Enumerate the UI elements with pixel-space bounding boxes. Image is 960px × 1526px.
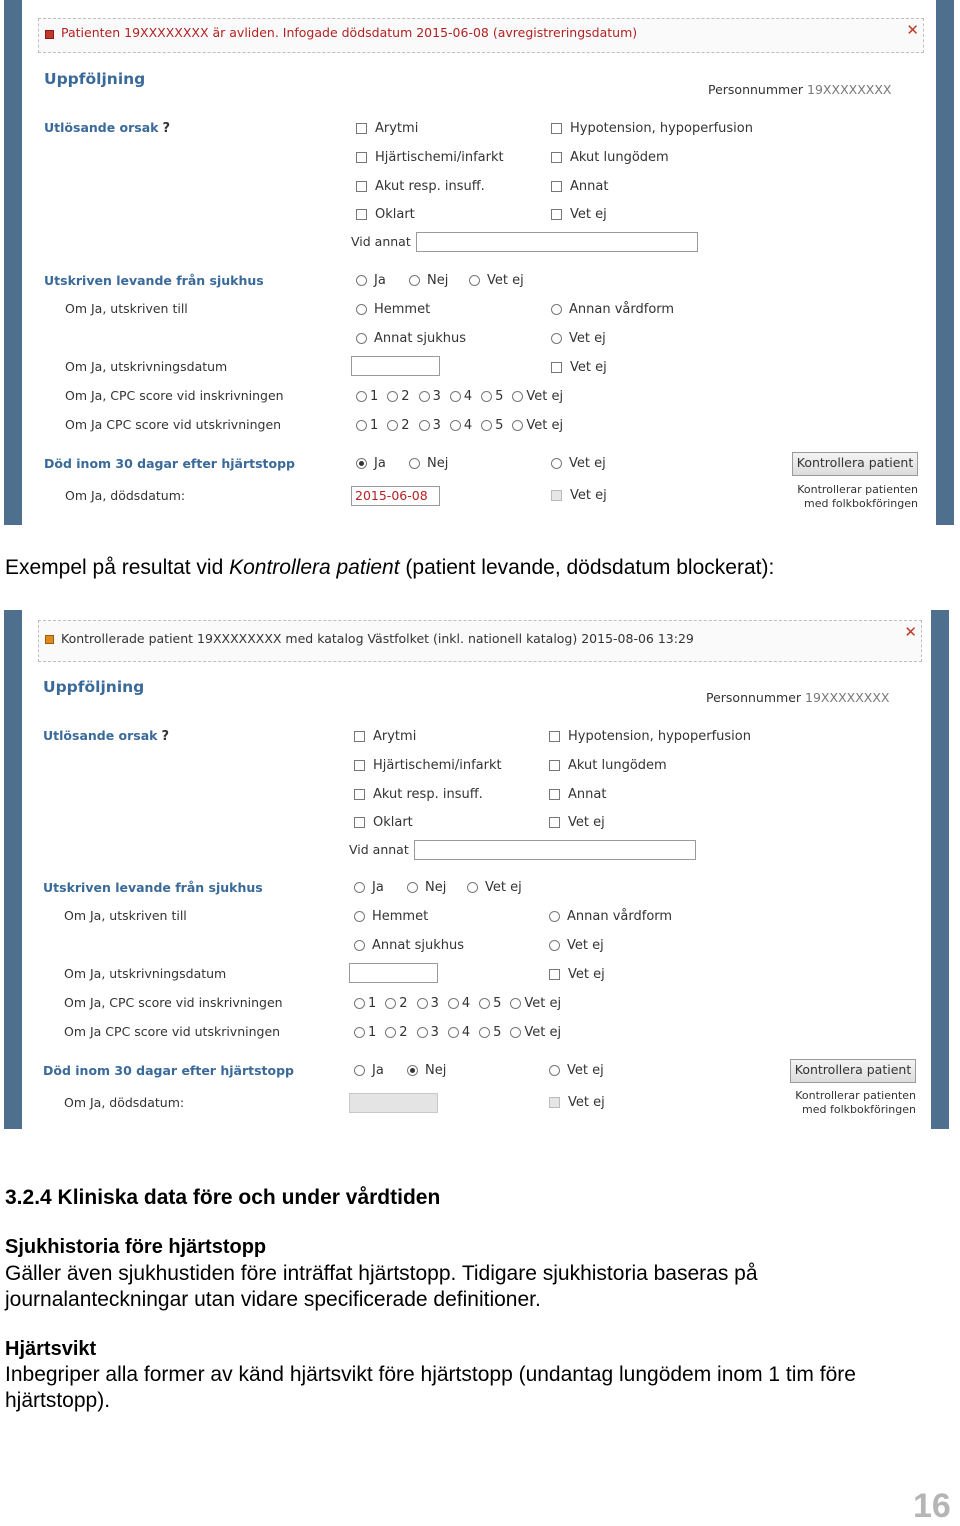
cpc-option[interactable] (510, 1025, 561, 1040)
radio-button[interactable] (409, 275, 420, 286)
checkbox-label: Vet ej (568, 967, 605, 982)
checkbox-label: Arytmi (375, 121, 419, 136)
checkbox-akut-resp[interactable] (356, 179, 485, 194)
radio-button[interactable] (479, 998, 490, 1009)
radio-hemmet[interactable] (356, 302, 430, 317)
radio-button[interactable] (549, 911, 560, 922)
checkbox-akut-lungodem[interactable] (551, 150, 669, 165)
radio-label: 1 (370, 418, 379, 433)
radio-button[interactable] (551, 304, 562, 315)
radio-button[interactable] (354, 940, 365, 951)
button-hint (780, 1089, 916, 1117)
help-icon[interactable]: ? (161, 729, 170, 744)
cpc-inskrivning-label: Om Ja, CPC score vid inskrivningen (65, 388, 284, 403)
cpc-option[interactable] (385, 996, 407, 1011)
button-hint (782, 483, 918, 511)
cpc-option[interactable] (417, 1025, 439, 1040)
checkbox-label: Akut lungödem (570, 150, 669, 165)
radio-button[interactable] (512, 391, 523, 402)
cpc-inskrivning-options (354, 996, 570, 1011)
dodsdatum-label: Om Ja, dödsdatum: (65, 488, 186, 503)
radio-label: Ja (374, 273, 386, 288)
caption-pre: Exempel på resultat vid (5, 556, 230, 579)
checkbox-label: Vet ej (570, 488, 607, 503)
cpc-utskrivning-label: Om Ja CPC score vid utskrivningen (64, 1024, 281, 1039)
checkbox-box[interactable] (549, 817, 560, 828)
cpc-utskrivning-options (356, 418, 572, 433)
checkbox-arytmi[interactable] (354, 729, 416, 744)
checkbox-akut-lungodem[interactable] (549, 758, 667, 773)
radio-button[interactable] (450, 391, 461, 402)
cpc-option[interactable] (448, 996, 470, 1011)
radio-button[interactable] (551, 458, 562, 469)
checkbox-dodsdatum-vet-ej[interactable] (549, 1095, 605, 1110)
radio-label: 5 (493, 996, 502, 1011)
radio-label: Vet ej (569, 331, 606, 346)
status-banner (38, 18, 924, 53)
radio-button[interactable] (354, 1027, 365, 1038)
checkbox-dodsdatum-vet-ej[interactable] (551, 488, 607, 503)
radio-button[interactable] (510, 998, 521, 1009)
radio-button-selected[interactable] (407, 1065, 418, 1076)
radio-button[interactable] (549, 1065, 560, 1076)
checkbox-annat[interactable] (549, 787, 606, 802)
radio-button[interactable] (354, 882, 365, 893)
radio-button[interactable] (356, 420, 367, 431)
radio-label: 4 (461, 1025, 471, 1040)
checkbox-box[interactable] (354, 817, 365, 828)
cpc-option[interactable] (419, 389, 441, 404)
button-hint-line-2: med folkbokföringen (804, 497, 918, 510)
utskrivningsdatum-input[interactable] (349, 963, 438, 983)
radio-utskriven-nej[interactable] (407, 880, 446, 895)
checkbox-vet-ej[interactable] (551, 207, 607, 222)
cpc-option[interactable] (450, 389, 472, 404)
radio-dod-vet-ej[interactable] (551, 456, 606, 471)
radio-dod-vet-ej[interactable] (549, 1063, 604, 1078)
checkbox-label: Oklart (375, 207, 415, 222)
radio-utskriven-vet-ej[interactable] (469, 273, 524, 288)
checkbox-label: Akut resp. insuff. (373, 787, 483, 802)
checkbox-box[interactable] (354, 760, 365, 771)
radio-utskriven-ja[interactable] (356, 273, 386, 288)
utlosande-orsak-text: Utlösande orsak (43, 728, 158, 743)
paragraph-line: Gäller även sjukhustiden före inträffat hjärtstopp. Tidigare sjukhistoria baseras på (5, 1262, 758, 1285)
radio-label: Nej (427, 456, 449, 471)
checkbox-label: Oklart (373, 815, 413, 830)
info-icon (45, 635, 54, 644)
radio-button[interactable] (417, 1027, 428, 1038)
radio-button[interactable] (356, 333, 367, 344)
radio-label: Ja (374, 456, 386, 471)
radio-annan-vardform[interactable] (549, 909, 672, 924)
cpc-option[interactable] (387, 418, 409, 433)
radio-button[interactable] (387, 391, 398, 402)
om-ja-utskriven-till-label: Om Ja, utskriven till (65, 301, 188, 316)
cpc-option[interactable] (354, 1025, 376, 1040)
radio-button[interactable] (450, 420, 461, 431)
radio-label: Vet ej (524, 996, 562, 1011)
checkbox-oklart[interactable] (356, 207, 415, 222)
radio-button[interactable] (510, 1027, 521, 1038)
utskrivningsdatum-label: Om Ja, utskrivningsdatum (64, 966, 227, 981)
vid-annat-input[interactable] (414, 840, 696, 860)
radio-label: Annat sjukhus (374, 331, 466, 346)
checkbox-box[interactable] (551, 123, 562, 134)
radio-label: 2 (401, 418, 410, 433)
cpc-option[interactable] (450, 418, 472, 433)
button-hint-line-1: Kontrollerar patienten (797, 483, 918, 496)
radio-dod-ja[interactable] (354, 1063, 384, 1078)
radio-label: Vet ej (526, 418, 564, 433)
checkbox-label: Annat (570, 179, 609, 194)
cpc-option[interactable] (387, 389, 409, 404)
radio-button[interactable] (385, 1027, 396, 1038)
checkbox-box[interactable] (549, 789, 560, 800)
radio-button[interactable] (409, 458, 420, 469)
cpc-option[interactable] (481, 418, 503, 433)
radio-label: 5 (495, 418, 504, 433)
vid-annat-label: Vid annat (351, 234, 411, 249)
radio-label: 1 (370, 389, 379, 404)
checkbox-label: Hjärtischemi/infarkt (373, 758, 502, 773)
status-banner (38, 620, 922, 662)
personnummer-label: Personnummer (708, 82, 804, 97)
checkbox-box[interactable] (356, 181, 367, 192)
checkbox-box[interactable] (354, 731, 365, 742)
form-panel (22, 610, 931, 1129)
radio-label: 3 (432, 389, 441, 404)
checkbox-annat[interactable] (551, 179, 608, 194)
radio-label: Nej (425, 880, 447, 895)
checkbox-box[interactable] (549, 760, 560, 771)
personnummer-value: 19XXXXXXXX (805, 690, 890, 705)
checkbox-label: Akut resp. insuff. (375, 179, 485, 194)
checkbox-label: Vet ej (568, 815, 605, 830)
radio-button[interactable] (419, 391, 430, 402)
radio-label: 3 (430, 996, 439, 1011)
radio-button[interactable] (481, 391, 492, 402)
radio-dod-ja[interactable] (356, 456, 386, 471)
radio-label: Annan vårdform (569, 302, 675, 317)
checkbox-arytmi[interactable] (356, 121, 418, 136)
checkbox-label: Akut lungödem (568, 758, 667, 773)
radio-button[interactable] (551, 333, 562, 344)
radio-button[interactable] (387, 420, 398, 431)
checkbox-label: Hypotension, hypoperfusion (570, 121, 753, 136)
radio-button[interactable] (407, 882, 418, 893)
checkbox-box[interactable] (551, 362, 562, 373)
checkbox-box-disabled[interactable] (551, 490, 562, 501)
radio-label: 4 (461, 996, 471, 1011)
radio-label: Annat sjukhus (372, 938, 464, 953)
radio-label: Vet ej (567, 1063, 604, 1078)
radio-button[interactable] (512, 420, 523, 431)
radio-button[interactable] (385, 998, 396, 1009)
checkbox-hypotension[interactable] (551, 121, 753, 136)
radio-button[interactable] (356, 304, 367, 315)
close-icon[interactable]: ✕ (904, 623, 917, 641)
radio-label: 3 (430, 1025, 439, 1040)
utlosande-orsak-label (44, 120, 170, 136)
radio-label: 5 (493, 1025, 502, 1040)
radio-label: 1 (368, 1025, 377, 1040)
page-number: 16 (913, 1487, 951, 1525)
radio-utskriven-nej[interactable] (409, 273, 448, 288)
banner-message: Patienten 19XXXXXXXX är avliden. Infogade dödsdatum 2015-06-08 (avregistreringsdatum) (61, 25, 638, 40)
om-ja-utskriven-till-label: Om Ja, utskriven till (64, 908, 187, 923)
radio-annat-sjukhus[interactable] (356, 331, 466, 346)
radio-utskriven-vet-ej[interactable] (467, 880, 522, 895)
cpc-option[interactable] (419, 418, 441, 433)
radio-label: 1 (368, 996, 377, 1011)
error-icon (45, 30, 54, 39)
cpc-option[interactable] (512, 418, 563, 433)
vid-annat-label: Vid annat (349, 842, 409, 857)
caption-italic: Kontrollera patient (229, 556, 400, 579)
paragraph-line: hjärtstopp). (5, 1389, 111, 1412)
radio-button[interactable] (549, 940, 560, 951)
checkbox-label: Vet ej (570, 360, 607, 375)
cpc-option[interactable] (417, 996, 439, 1011)
cpc-option[interactable] (356, 389, 378, 404)
radio-button[interactable] (448, 998, 459, 1009)
radio-label: 2 (399, 1025, 408, 1040)
radio-button[interactable] (419, 420, 430, 431)
paragraph-line: journalanteckningar utan vidare specificerade definitioner. (5, 1288, 541, 1311)
cpc-option[interactable] (479, 996, 501, 1011)
radio-button[interactable] (469, 275, 480, 286)
radio-label: Nej (425, 1063, 447, 1078)
dodsdatum-input-disabled[interactable] (349, 1093, 438, 1113)
cpc-inskrivning-label: Om Ja, CPC score vid inskrivningen (64, 995, 283, 1010)
caption-post: (patient levande, dödsdatum blockerat): (399, 556, 775, 579)
cpc-utskrivning-options (354, 1025, 570, 1040)
checkbox-hjartischemi[interactable] (354, 758, 502, 773)
personnummer (706, 690, 889, 705)
radio-label: Ja (372, 880, 384, 895)
checkbox-oklart[interactable] (354, 815, 413, 830)
radio-label: 5 (495, 389, 504, 404)
radio-label: 2 (401, 389, 410, 404)
radio-label: Vet ej (526, 389, 564, 404)
radio-label: 4 (463, 389, 473, 404)
help-icon[interactable]: ? (162, 121, 171, 136)
personnummer (708, 82, 891, 97)
checkbox-box[interactable] (551, 181, 562, 192)
cpc-option[interactable] (356, 418, 378, 433)
checkbox-label: Annat (568, 787, 607, 802)
radio-button[interactable] (417, 998, 428, 1009)
utlosande-orsak-label (43, 728, 169, 744)
radio-label: Vet ej (567, 938, 604, 953)
radio-dod-nej[interactable] (407, 1063, 446, 1078)
checkbox-box[interactable] (356, 152, 367, 163)
radio-button[interactable] (354, 998, 365, 1009)
dod-inom-30-label: Död inom 30 dagar efter hjärtstopp (44, 456, 295, 471)
utlosande-orsak-text: Utlösande orsak (44, 120, 159, 135)
close-icon[interactable]: ✕ (906, 21, 919, 39)
checkbox-box[interactable] (354, 789, 365, 800)
button-hint-line-2: med folkbokföringen (802, 1103, 916, 1116)
radio-label: Hemmet (372, 909, 429, 924)
page-title: Uppföljning (43, 678, 145, 696)
form-panel (22, 0, 936, 525)
radio-button[interactable] (356, 391, 367, 402)
checkbox-box[interactable] (549, 731, 560, 742)
cpc-option[interactable] (448, 1025, 470, 1040)
checkbox-label: Hjärtischemi/infarkt (375, 150, 504, 165)
cpc-option[interactable] (481, 389, 503, 404)
sub-heading-sjukhistoria: Sjukhistoria före hjärtstopp (5, 1236, 267, 1258)
personnummer-value: 19XXXXXXXX (807, 82, 892, 97)
radio-button[interactable] (479, 1027, 490, 1038)
radio-button[interactable] (354, 1065, 365, 1076)
radio-button[interactable] (481, 420, 492, 431)
checkbox-vet-ej[interactable] (549, 815, 605, 830)
radio-annan-vardform[interactable] (551, 302, 674, 317)
radio-label: Vet ej (569, 456, 606, 471)
radio-label: 4 (463, 418, 473, 433)
checkbox-akut-resp[interactable] (354, 787, 483, 802)
radio-dod-nej[interactable] (409, 456, 448, 471)
utskriven-label: Utskriven levande från sjukhus (43, 880, 263, 895)
banner-message: Kontrollerade patient 19XXXXXXXX med katalog Västfolket (inkl. nationell katalog) 2015-08-06 13:29 (61, 631, 694, 646)
radio-utskriven-ja[interactable] (354, 880, 384, 895)
kontrollera-patient-button[interactable]: Kontrollera patient (792, 452, 918, 476)
radio-utskriven-till-vet-ej[interactable] (549, 938, 604, 953)
utskrivningsdatum-label: Om Ja, utskrivningsdatum (65, 359, 228, 374)
checkbox-box[interactable] (549, 969, 560, 980)
checkbox-label: Vet ej (570, 207, 607, 222)
checkbox-box[interactable] (356, 123, 367, 134)
radio-hemmet[interactable] (354, 909, 428, 924)
radio-label: Ja (372, 1063, 384, 1078)
cpc-option[interactable] (385, 1025, 407, 1040)
cpc-option[interactable] (510, 996, 561, 1011)
checkbox-label: Arytmi (373, 729, 417, 744)
paragraph-line: Inbegriper alla former av känd hjärtsvikt före hjärtstopp (undantag lungödem inom 1 tim före (5, 1363, 856, 1386)
radio-label: Nej (427, 273, 449, 288)
radio-button[interactable] (356, 275, 367, 286)
radio-button[interactable] (448, 1027, 459, 1038)
radio-label: Vet ej (485, 880, 522, 895)
dodsdatum-label: Om Ja, dödsdatum: (64, 1095, 185, 1110)
sub-heading-hjartsvikt: Hjärtsvikt (5, 1338, 97, 1360)
button-hint-line-1: Kontrollerar patienten (795, 1089, 916, 1102)
checkbox-utskrivningsdatum-vet-ej[interactable] (551, 360, 607, 375)
screenshot-2 (4, 610, 949, 1129)
radio-label: Vet ej (524, 1025, 562, 1040)
radio-label: Vet ej (487, 273, 524, 288)
checkbox-label: Vet ej (568, 1095, 605, 1110)
cpc-inskrivning-options (356, 389, 572, 404)
caption (5, 556, 774, 580)
cpc-option[interactable] (479, 1025, 501, 1040)
cpc-option[interactable] (512, 389, 563, 404)
checkbox-utskrivningsdatum-vet-ej[interactable] (549, 967, 605, 982)
radio-annat-sjukhus[interactable] (354, 938, 464, 953)
screenshot-1 (4, 0, 954, 525)
cpc-utskrivning-label: Om Ja CPC score vid utskrivningen (65, 417, 282, 432)
radio-label: 2 (399, 996, 408, 1011)
dod-inom-30-label: Död inom 30 dagar efter hjärtstopp (43, 1063, 294, 1078)
checkbox-hjartischemi[interactable] (356, 150, 504, 165)
radio-button-selected[interactable] (356, 458, 367, 469)
section-heading: 3.2.4 Kliniska data före och under vårdtiden (5, 1186, 441, 1209)
radio-button[interactable] (467, 882, 478, 893)
dodsdatum-input[interactable]: 2015-06-08 (351, 486, 440, 506)
checkbox-label: Hypotension, hypoperfusion (568, 729, 751, 744)
kontrollera-patient-button[interactable]: Kontrollera patient (790, 1059, 916, 1083)
checkbox-box[interactable] (551, 209, 562, 220)
utskriven-label: Utskriven levande från sjukhus (44, 273, 264, 288)
checkbox-box-disabled[interactable] (549, 1097, 560, 1108)
radio-button[interactable] (354, 911, 365, 922)
page-title: Uppföljning (44, 70, 146, 88)
cpc-option[interactable] (354, 996, 376, 1011)
radio-label: Annan vårdform (567, 909, 673, 924)
checkbox-box[interactable] (551, 152, 562, 163)
radio-label: Hemmet (374, 302, 431, 317)
utskrivningsdatum-input[interactable] (351, 356, 440, 376)
radio-utskriven-till-vet-ej[interactable] (551, 331, 606, 346)
radio-label: 3 (432, 418, 441, 433)
vid-annat-input[interactable] (416, 232, 698, 252)
personnummer-label: Personnummer (706, 690, 802, 705)
checkbox-hypotension[interactable] (549, 729, 751, 744)
checkbox-box[interactable] (356, 209, 367, 220)
